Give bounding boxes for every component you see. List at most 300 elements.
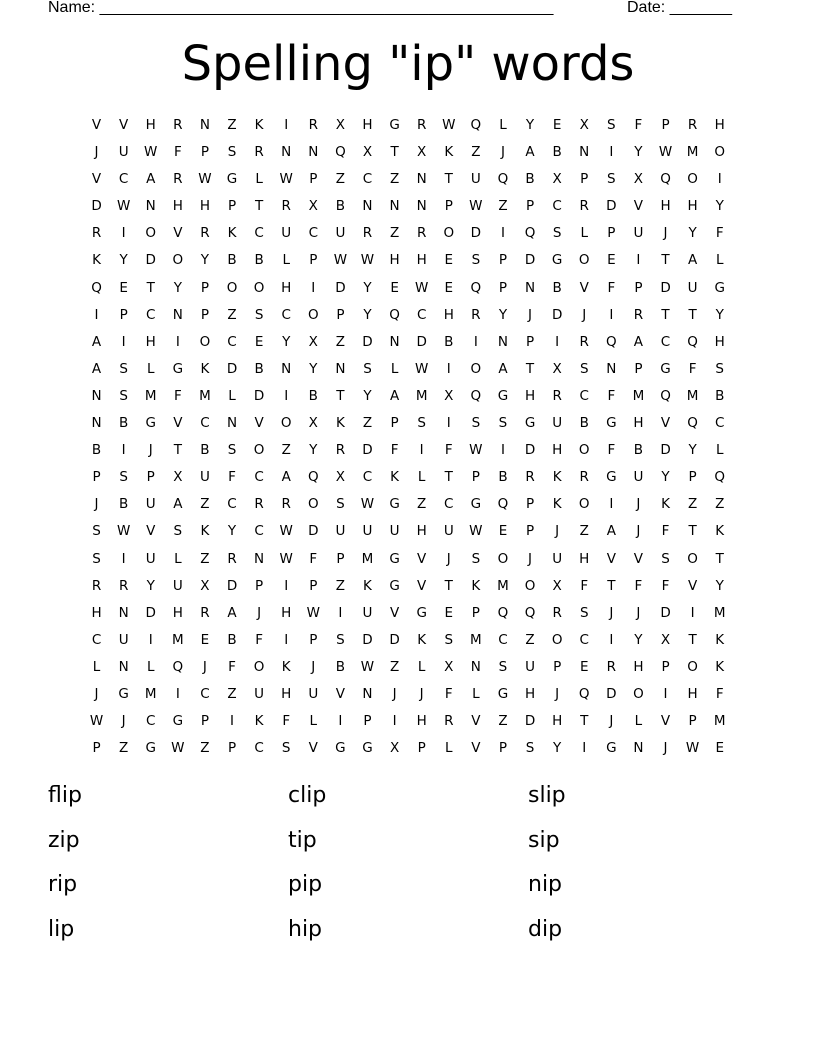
grid-letter: U [525, 658, 535, 675]
grid-letter: O [253, 442, 265, 459]
grid-letter: P [200, 306, 209, 323]
grid-letter: L [634, 713, 643, 730]
word-search-grid [83, 112, 733, 762]
grid-letter: G [497, 685, 509, 702]
grid-letter: G [118, 685, 129, 702]
grid-letter: D [226, 360, 238, 377]
grid-letter: S [525, 740, 535, 757]
grid-letter: O [253, 658, 265, 675]
grid-letter: F [173, 387, 182, 404]
grid-letter: X [200, 577, 210, 594]
grid-letter: P [92, 740, 101, 757]
grid-letter: E [200, 631, 210, 648]
grid-letter: I [473, 333, 478, 350]
grid-letter: H [362, 117, 373, 133]
grid-letter: B [227, 252, 237, 269]
grid-letter: Y [634, 144, 643, 161]
grid-letter: J [636, 496, 641, 513]
grid-letter: E [119, 279, 128, 296]
grid-letter: I [419, 442, 424, 459]
grid-letter: R [173, 117, 183, 133]
grid-letter: Y [498, 306, 508, 323]
grid-letter: Z [525, 631, 535, 648]
grid-letter: J [663, 225, 668, 242]
grid-letter: D [145, 252, 156, 269]
grid-letter: A [227, 604, 237, 621]
grid-letter: M [415, 387, 428, 404]
grid-letter: Q [714, 469, 726, 486]
grid-letter: P [688, 713, 697, 730]
grid-letter: J [94, 496, 99, 513]
grid-letter: D [660, 442, 671, 459]
grid-letter: H [416, 523, 427, 540]
grid-letter: P [417, 740, 426, 757]
grid-letter: B [335, 658, 346, 675]
grid-letter: J [446, 550, 451, 567]
grid-letter: F [228, 469, 236, 486]
grid-letter: N [118, 604, 129, 621]
grid-letter: I [609, 631, 614, 648]
grid-letter: V [173, 415, 183, 432]
grid-letter: L [92, 658, 101, 675]
grid-letter: O [578, 252, 590, 269]
grid-letter: N [389, 333, 400, 350]
grid-letter: O [145, 225, 157, 242]
grid-letter: O [551, 631, 563, 648]
grid-letter: D [551, 306, 563, 323]
grid-letter: D [389, 631, 400, 648]
grid-letter: I [230, 713, 234, 730]
grid-letter: S [119, 469, 128, 486]
grid-letter: I [175, 685, 180, 702]
grid-letter: N [91, 415, 102, 432]
grid-letter: B [91, 442, 102, 459]
grid-letter: S [227, 442, 237, 459]
grid-letter: S [336, 631, 345, 648]
grid-letter: E [579, 658, 589, 675]
grid-letter: Z [417, 496, 427, 513]
grid-letter: B [715, 387, 725, 404]
grid-letter: I [284, 117, 289, 133]
grid-letter: V [633, 198, 644, 215]
grid-letter: V [471, 713, 481, 730]
grid-letter: H [416, 713, 427, 730]
grid-letter: K [471, 577, 481, 594]
grid-letter: V [471, 740, 481, 757]
grid-letter: U [172, 577, 183, 594]
word-bank-item: pip [288, 872, 323, 897]
grid-letter: Q [524, 225, 536, 242]
grid-letter: V [417, 577, 427, 594]
grid-letter: P [119, 306, 128, 323]
grid-letter: V [91, 117, 102, 133]
grid-letter: G [497, 387, 509, 404]
grid-letter: E [444, 279, 454, 296]
grid-letter: I [284, 631, 289, 648]
grid-letter: W [279, 171, 293, 188]
word-bank [48, 778, 768, 956]
grid-letter: L [255, 171, 263, 188]
grid-letter: J [121, 713, 126, 730]
grid-letter: F [282, 713, 291, 730]
grid-letter: Y [282, 333, 291, 350]
grid-letter: I [446, 360, 451, 377]
grid-letter: N [308, 144, 319, 161]
grid-letter: P [227, 198, 237, 215]
grid-letter: N [497, 333, 508, 350]
grid-letter: O [524, 577, 536, 594]
grid-letter: V [119, 117, 129, 133]
grid-letter: D [362, 333, 373, 350]
grid-letter: J [663, 740, 668, 757]
grid-letter: I [121, 550, 126, 567]
grid-letter: I [500, 225, 505, 242]
grid-letter: S [336, 496, 345, 513]
grid-letter: F [444, 442, 453, 459]
grid-letter: A [606, 523, 616, 540]
grid-letter: P [255, 577, 264, 594]
grid-letter: Z [389, 171, 400, 188]
grid-letter: K [444, 144, 454, 161]
grid-letter: I [663, 685, 668, 702]
word-bank-item: hip [288, 916, 323, 942]
grid-letter: M [686, 387, 699, 404]
grid-letter: H [389, 252, 400, 269]
grid-letter: T [444, 469, 453, 486]
grid-letter: I [284, 577, 289, 594]
grid-letter: Y [173, 279, 182, 296]
grid-letter: W [469, 442, 483, 459]
grid-letter: E [390, 279, 399, 296]
grid-letter: U [118, 144, 129, 161]
grid-letter: W [414, 279, 429, 296]
grid-letter: R [416, 117, 427, 133]
grid-letter: C [227, 496, 237, 513]
grid-letter: V [606, 550, 616, 567]
grid-letter: Q [687, 415, 698, 432]
grid-letter: E [444, 252, 454, 269]
grid-letter: I [582, 740, 587, 757]
grid-letter: R [579, 198, 589, 215]
grid-letter: P [607, 225, 616, 242]
grid-letter: Z [281, 442, 291, 459]
grid-letter: H [524, 685, 536, 702]
grid-letter: U [254, 685, 265, 702]
grid-letter: O [714, 144, 726, 161]
grid-letter: W [469, 523, 483, 540]
grid-letter: V [308, 740, 318, 757]
grid-letter: V [335, 685, 346, 702]
grid-letter: Y [119, 252, 128, 269]
grid-letter: K [254, 117, 264, 133]
grid-letter: S [498, 658, 508, 675]
grid-letter: Z [227, 306, 237, 323]
grid-letter: U [470, 171, 481, 188]
grid-letter: P [444, 198, 453, 215]
grid-letter: W [171, 740, 185, 757]
grid-letter: B [552, 144, 562, 161]
grid-letter: A [687, 252, 698, 269]
grid-letter: T [580, 713, 589, 730]
grid-letter: W [360, 496, 375, 513]
grid-letter: F [634, 577, 643, 594]
grid-letter: Z [715, 496, 725, 513]
grid-letter: W [360, 658, 375, 675]
grid-letter: R [579, 333, 589, 350]
word-bank-item: flip [48, 783, 82, 808]
grid-letter: O [172, 252, 184, 269]
grid-letter: Q [470, 279, 482, 296]
grid-letter: I [311, 279, 316, 296]
grid-letter: C [254, 225, 264, 242]
grid-letter: E [498, 523, 508, 540]
grid-letter: K [715, 658, 725, 675]
grid-letter: U [552, 550, 563, 567]
grid-letter: U [118, 631, 129, 648]
grid-letter: J [528, 306, 533, 323]
grid-letter: G [145, 415, 156, 432]
grid-letter: U [389, 523, 400, 540]
grid-letter: R [416, 225, 427, 242]
grid-letter: B [254, 252, 264, 269]
grid-letter: P [200, 144, 209, 161]
grid-letter: P [336, 306, 345, 323]
grid-letter: E [552, 117, 562, 133]
grid-letter: Y [661, 469, 670, 486]
grid-letter: W [685, 740, 700, 757]
grid-letter: R [91, 225, 102, 242]
grid-letter: N [172, 306, 183, 323]
grid-letter: C [254, 469, 264, 486]
grid-letter: W [306, 604, 320, 621]
grid-letter: I [717, 171, 722, 188]
grid-letter: S [579, 604, 589, 621]
grid-letter: Z [498, 713, 508, 730]
grid-letter: P [688, 469, 697, 486]
grid-letter: M [497, 577, 509, 594]
grid-letter: G [389, 496, 400, 513]
grid-letter: I [338, 713, 343, 730]
grid-letter: H [281, 604, 292, 621]
grid-letter: J [419, 685, 424, 702]
grid-letter: O [226, 279, 238, 296]
grid-letter: X [308, 333, 318, 350]
grid-letter: I [555, 333, 560, 350]
grid-letter: B [525, 171, 535, 188]
grid-letter: C [714, 415, 725, 432]
grid-letter: S [227, 144, 237, 161]
grid-letter: Y [715, 306, 724, 323]
grid-letter: P [471, 469, 480, 486]
grid-letter: Z [498, 198, 508, 215]
word-bank-item: rip [48, 872, 78, 897]
grid-letter: Y [227, 523, 237, 540]
grid-letter: D [660, 604, 671, 621]
grid-letter: P [390, 415, 399, 432]
grid-letter: E [254, 333, 264, 350]
grid-letter: V [146, 523, 156, 540]
grid-letter: U [308, 685, 319, 702]
grid-letter: R [227, 550, 237, 567]
grid-letter: G [172, 360, 184, 377]
grid-letter: P [553, 658, 562, 675]
grid-letter: T [254, 198, 264, 215]
grid-letter: A [91, 333, 102, 350]
grid-letter: V [660, 415, 671, 432]
grid-letter: Y [200, 252, 210, 269]
grid-letter: L [174, 550, 182, 567]
grid-letter: J [500, 144, 505, 161]
grid-letter: D [660, 279, 671, 296]
grid-letter: W [144, 144, 158, 161]
grid-letter: J [311, 658, 316, 675]
grid-letter: K [552, 496, 562, 513]
grid-letter: P [309, 631, 318, 648]
grid-letter: S [471, 252, 481, 269]
grid-letter: C [200, 415, 210, 432]
grid-letter: X [335, 117, 346, 133]
grid-letter: E [444, 604, 454, 621]
grid-letter: X [308, 415, 318, 432]
grid-letter: Y [363, 387, 372, 404]
grid-letter: R [444, 713, 454, 730]
grid-letter: N [145, 198, 156, 215]
grid-letter: P [634, 279, 643, 296]
grid-letter: D [335, 279, 346, 296]
grid-letter: L [417, 469, 426, 486]
grid-letter: M [470, 631, 482, 648]
grid-letter: S [607, 171, 616, 188]
grid-letter: P [634, 360, 643, 377]
grid-letter: V [173, 225, 183, 242]
grid-letter: Q [660, 387, 671, 404]
grid-letter: J [148, 442, 153, 459]
grid-letter: S [715, 360, 724, 377]
grid-letter: A [146, 171, 156, 188]
grid-letter: I [500, 442, 505, 459]
grid-letter: I [690, 604, 695, 621]
grid-letter: T [715, 550, 724, 567]
grid-letter: I [284, 387, 289, 404]
grid-letter: W [360, 252, 375, 269]
word-bank-item: slip [528, 783, 566, 808]
grid-letter: R [525, 469, 535, 486]
grid-letter: D [524, 442, 536, 459]
grid-letter: F [444, 685, 453, 702]
grid-letter: N [118, 658, 129, 675]
grid-letter: L [417, 658, 426, 675]
grid-letter: O [578, 496, 590, 513]
grid-letter: F [173, 144, 182, 161]
grid-letter: N [524, 279, 536, 296]
grid-letter: H [145, 117, 156, 133]
grid-letter: Q [389, 306, 400, 323]
grid-letter: U [633, 225, 644, 242]
grid-letter: J [202, 658, 207, 675]
grid-letter: F [255, 631, 263, 648]
grid-letter: D [362, 442, 373, 459]
grid-letter: A [498, 360, 508, 377]
grid-letter: H [443, 306, 454, 323]
grid-letter: Y [309, 442, 318, 459]
grid-letter: K [715, 523, 725, 540]
grid-letter: O [633, 685, 644, 702]
grid-letter: V [389, 604, 400, 621]
grid-letter: K [363, 577, 372, 594]
grid-letter: C [579, 387, 589, 404]
grid-letter: Q [470, 117, 482, 133]
grid-letter: X [633, 171, 644, 188]
grid-letter: S [444, 631, 454, 648]
grid-letter: G [606, 469, 617, 486]
grid-letter: F [390, 442, 399, 459]
grid-letter: T [444, 577, 453, 594]
grid-letter: U [145, 496, 156, 513]
grid-letter: H [714, 333, 725, 350]
grid-letter: D [145, 604, 156, 621]
grid-letter: Z [335, 333, 346, 350]
grid-letter: Z [227, 685, 237, 702]
grid-letter: C [254, 523, 264, 540]
grid-letter: C [416, 306, 427, 323]
grid-letter: C [281, 306, 291, 323]
grid-letter: R [118, 577, 129, 594]
grid-letter: U [145, 550, 156, 567]
grid-letter: O [199, 333, 211, 350]
word-bank-item: dip [528, 916, 563, 942]
grid-letter: O [578, 442, 590, 459]
grid-letter: R [471, 306, 481, 323]
grid-letter: N [579, 144, 590, 161]
grid-letter: G [389, 117, 400, 133]
grid-letter: F [607, 279, 616, 296]
grid-letter: W [469, 198, 483, 215]
grid-letter: A [389, 387, 400, 404]
grid-letter: C [362, 469, 373, 486]
grid-letter: C [579, 631, 589, 648]
grid-letter: N [362, 685, 373, 702]
grid-letter: I [446, 415, 451, 432]
grid-letter: S [498, 415, 508, 432]
grid-letter: S [254, 306, 264, 323]
grid-letter: S [281, 740, 291, 757]
grid-letter: Z [389, 225, 400, 242]
grid-letter: H [660, 198, 671, 215]
grid-letter: S [579, 360, 589, 377]
grid-letter: Q [687, 333, 698, 350]
grid-letter: Q [497, 171, 509, 188]
grid-letter: S [92, 523, 101, 540]
grid-letter: S [417, 415, 426, 432]
grid-letter: R [308, 117, 318, 133]
grid-letter: B [119, 496, 129, 513]
grid-letter: K [92, 252, 101, 269]
grid-letter: B [254, 360, 264, 377]
grid-letter: Q [497, 496, 509, 513]
grid-letter: H [281, 685, 292, 702]
grid-letter: I [392, 713, 397, 730]
grid-letter: Z [687, 496, 698, 513]
grid-letter: R [173, 171, 183, 188]
grid-letter: F [228, 658, 236, 675]
grid-letter: X [552, 171, 562, 188]
grid-letter: R [335, 442, 346, 459]
grid-letter: Z [362, 415, 373, 432]
grid-letter: C [660, 333, 671, 350]
grid-letter: J [257, 604, 262, 621]
grid-letter: L [715, 442, 724, 459]
grid-letter: J [636, 523, 641, 540]
